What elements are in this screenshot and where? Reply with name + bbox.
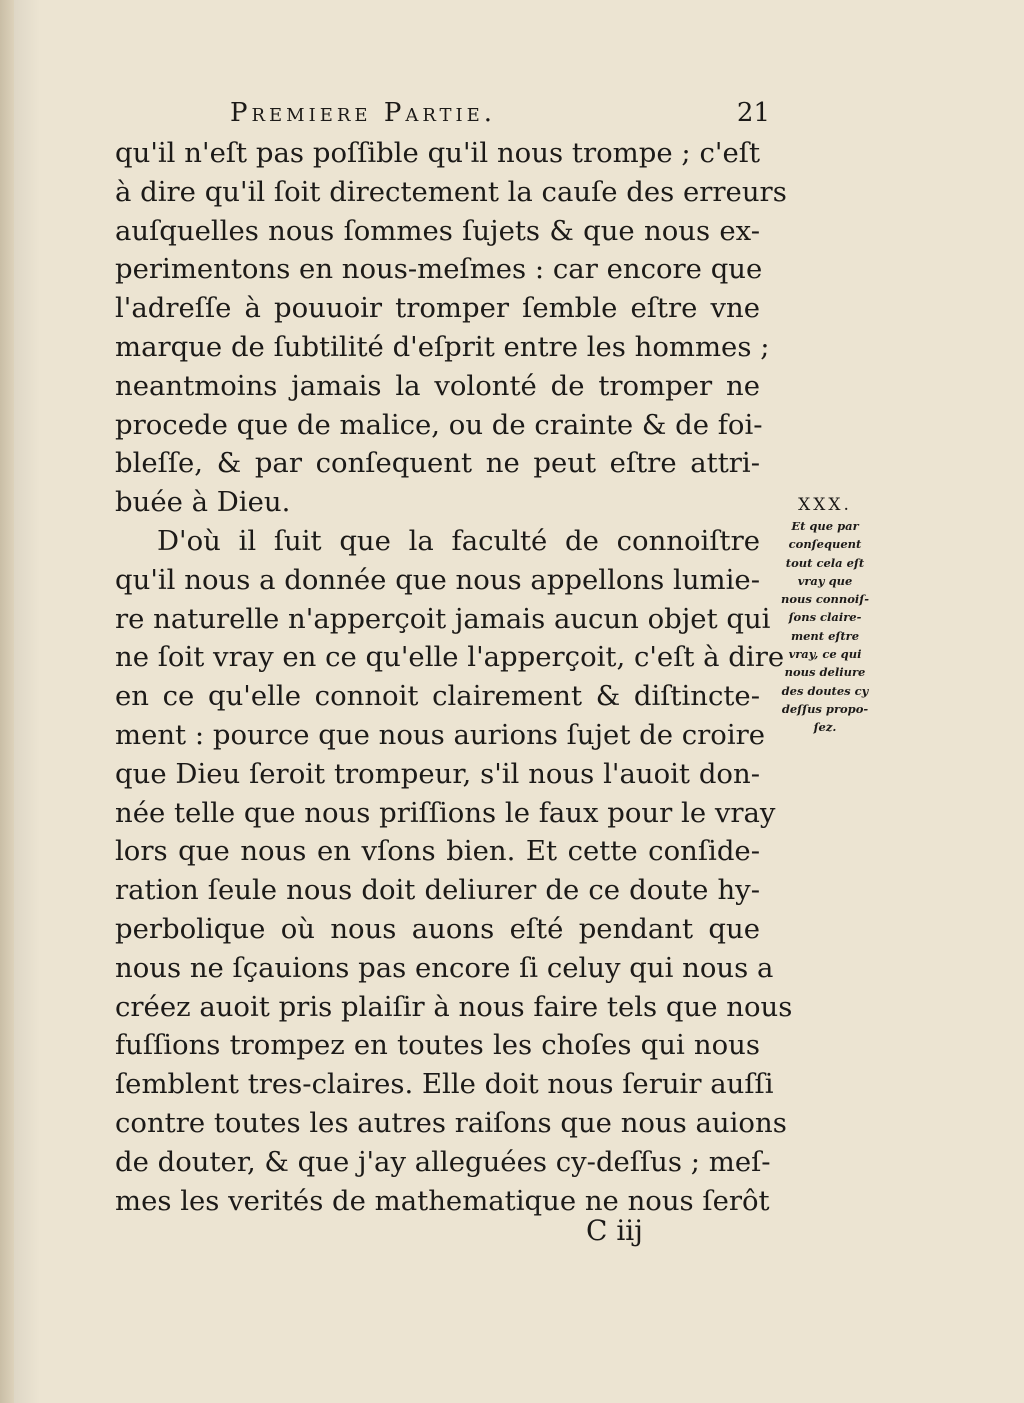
margin-note-line: nous connoiſ- bbox=[780, 592, 870, 607]
margin-note-line: nous deliure bbox=[784, 665, 866, 680]
text-line: créez auoit pris plaiſir à nous faire tels que nous bbox=[115, 990, 793, 1023]
text-line: nous ne ſçauions pas encore ſi celuy qui nous a bbox=[115, 951, 774, 984]
section-number: XXX. bbox=[798, 495, 852, 515]
text-line: procede que de malice, ou de crainte & de foi- bbox=[115, 408, 763, 441]
text-line: qu'il n'eſt pas poſſible qu'il nous trompe ; c'eſt bbox=[115, 137, 760, 169]
margin-note-line: ment eſtre bbox=[790, 628, 860, 643]
margin-note-line: Et que par bbox=[791, 519, 859, 533]
margin-note-line: vray, ce qui bbox=[788, 647, 862, 662]
text-line: en ce qu'elle connoit clairement & diſtincte- bbox=[115, 680, 760, 713]
page-header bbox=[230, 98, 770, 132]
text-line: qu'il nous a donnée que nous appellons lumie- bbox=[115, 563, 760, 596]
text-line: perbolique où nous auons eſté pendant que bbox=[115, 912, 760, 945]
margin-note-line: ſez. bbox=[813, 720, 837, 735]
text-line: auſquelles nous ſommes ſujets & que nous ex- bbox=[115, 214, 760, 247]
margin-note-line: des doutes cy bbox=[781, 683, 869, 698]
margin-note-line: ſons claire- bbox=[788, 610, 862, 625]
margin-note-line: tout cela eſt bbox=[785, 555, 865, 570]
text-line: mes les verités de mathematique ne nous ſerôt bbox=[115, 1184, 770, 1217]
text-line: à dire qu'il ſoit directement la cauſe des erreurs bbox=[115, 175, 787, 208]
text-line: lors que nous en vſons bien. Et cette conſide- bbox=[115, 835, 760, 868]
text-line: bleſſe, & par conſequent ne peut eſtre attri- bbox=[115, 447, 760, 480]
text-line: ration ſeule nous doit deliurer de ce doute hy- bbox=[115, 874, 760, 907]
text-line: née telle que nous priſſions le faux pour le vray bbox=[115, 796, 776, 829]
page-gutter-shadow bbox=[0, 0, 14, 1403]
text-line: neantmoins jamais la volonté de tromper ne bbox=[115, 369, 760, 402]
margin-note-line: conſequent bbox=[788, 537, 862, 552]
paragraph-start-line: D'où il ſuit que la faculté de connoiſtre bbox=[157, 524, 760, 557]
signature-mark: C iij bbox=[586, 1214, 643, 1247]
text-line: l'adreſſe à pouuoir tromper ſemble eſtre vne bbox=[115, 292, 760, 325]
text-line: ſemblent tres-claires. Elle doit nous ſeruir auſſi bbox=[115, 1068, 774, 1101]
text-line: ne ſoit vray en ce qu'elle l'apperçoit, c'eſt à dire bbox=[115, 641, 785, 674]
text-line: fuſſions trompez en toutes les choſes qui nous bbox=[115, 1029, 760, 1062]
text-line: de douter, & que j'ay alleguées cy-deſſus ; meſ- bbox=[115, 1145, 771, 1178]
running-title: Premiere Partie. bbox=[230, 98, 497, 128]
margin-note-line: vray que bbox=[797, 573, 853, 588]
marginal-note bbox=[770, 495, 880, 737]
text-line: que Dieu ſeroit trompeur, s'il nous l'auoit don- bbox=[115, 757, 760, 790]
text-line: buée à Dieu. bbox=[115, 486, 291, 519]
page-number: 21 bbox=[736, 98, 770, 128]
text-line: contre toutes les autres raiſons que nous auions bbox=[115, 1106, 787, 1139]
margin-note-line: deſſus propo- bbox=[781, 701, 869, 716]
body-text bbox=[115, 134, 793, 1220]
text-line: ment : pource que nous aurions ſujet de croire bbox=[115, 718, 766, 751]
text-line: re naturelle n'apperçoit jamais aucun objet qui bbox=[115, 602, 771, 635]
text-line: marque de ſubtilité d'eſprit entre les hommes ; bbox=[115, 330, 770, 363]
text-line: perimentons en nous-meſmes : car encore que bbox=[115, 253, 763, 286]
